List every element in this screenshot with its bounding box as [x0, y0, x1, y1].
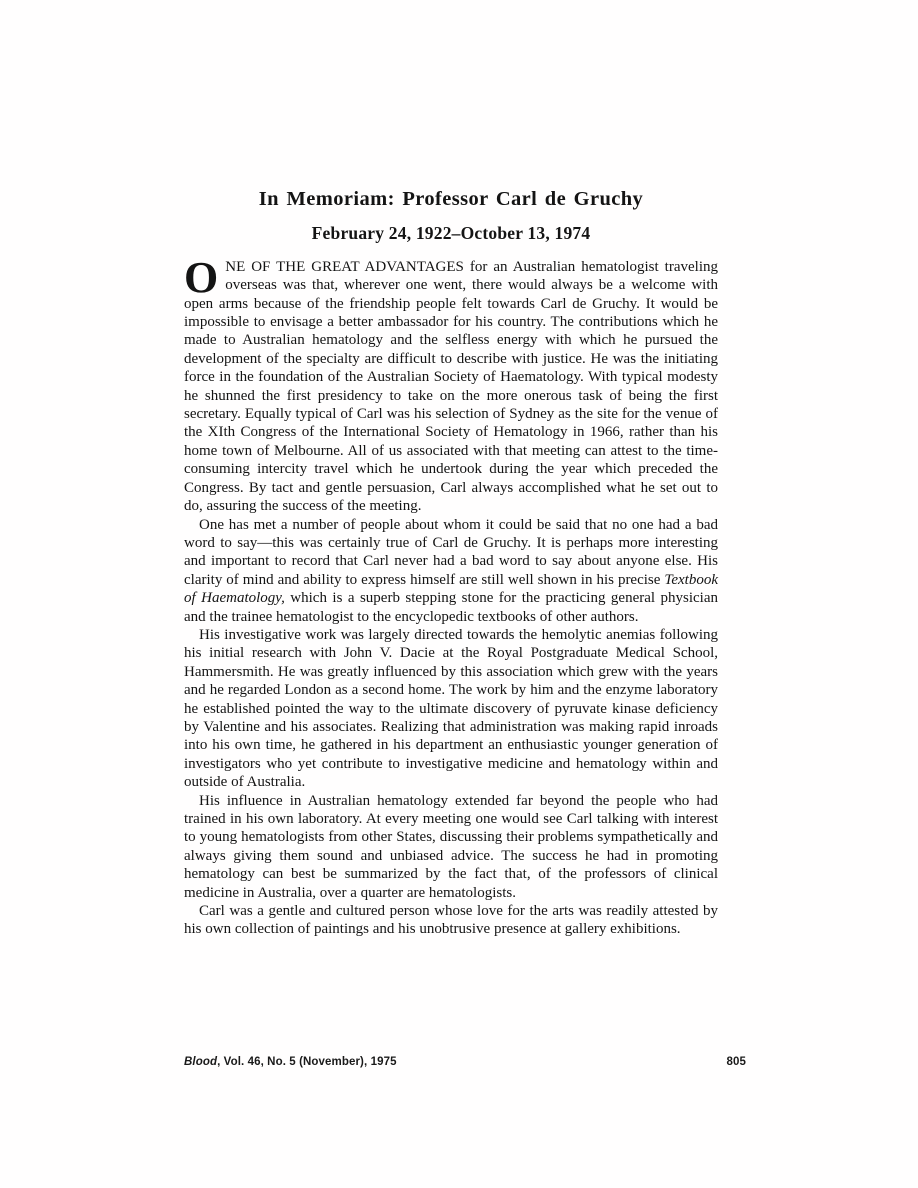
italic-text: Textbook of Haematology,	[184, 571, 718, 607]
page-number: 805	[726, 1056, 746, 1068]
text-run: Carl was a gentle and cultured person whose love for the arts was readily attested by his own collection of paintings and his unobtrusive presence at gallery exhibitions.	[184, 903, 718, 938]
paragraph	[184, 792, 718, 902]
article-body	[184, 252, 718, 939]
text-run: NE OF THE GREAT ADVANTAGES for an Australian hematologist traveling overseas was that, wherever one went, there would always be a welcome with open arms because of the friendship people felt towards Carl de Gruchy. It would be impossible to envisage a better ambassador for his country. The contributions which he made to Australian hematology and the selfless energy with which he pursued the development of the specialty are difficult to describe with justice. He was the initiating force in the foundation of the Australian Society of Haematology. With typical modesty he shunned the first presidency to take on the more onerous task of being the first secretary. Equally typical of Carl was his selection of Sydney as the site for the venue of the XIth Congress of the International Society of Hematology in 1966, rather than his home town of Melbourne. All of us associated with that meeting can attest to the time-consuming intercity travel which he undertook during the year which preceded the Congress. By tact and gentle persuasion, Carl always accomplished what he set out to do, assuring the success of the meeting.	[184, 258, 718, 515]
article-subtitle-dates: February 24, 1922–October 13, 1974	[311, 222, 591, 243]
page-footer	[184, 1056, 746, 1068]
drop-cap: O	[184, 252, 219, 302]
text-run: One has met a number of people about whom it could be said that no one had a bad word to say—this was certainly true of Carl de Gruchy. It is perhaps more interesting and important to record that Carl never had a bad word to say about anyone else. His clarity of mind and ability to express himself are still well shown in his precise	[184, 516, 718, 588]
paragraph	[184, 252, 718, 516]
journal-name: Blood	[184, 1056, 218, 1068]
article-content	[184, 188, 718, 939]
citation-text: , Vol. 46, No. 5 (November), 1975	[217, 1056, 397, 1068]
journal-citation	[184, 1056, 397, 1068]
paragraph	[184, 626, 718, 792]
article-title: In Memoriam: Professor Carl de Gruchy	[258, 188, 644, 210]
text-run: His influence in Australian hematology extended far beyond the people who had trained in his own laboratory. At every meeting one would see Carl talking with interest to young hematologists from other States, discussing their problems sympathetically and always giving them sound and unbiased advice. The success he had in promoting hematology can best be summarized by the fact that, of the professors of clinical medicine in Australia, over a quarter are hematologists.	[184, 792, 718, 901]
text-run: His investigative work was largely directed towards the hemolytic anemias following his initial research with John V. Dacie at the Royal Postgraduate Medical School, Hammersmith. He was greatly influenced by this association which grew with the years and he regarded London as a second home. The work by him and the enzyme laboratory he established pointed the way to the ultimate discovery of pyruvate kinase deficiency by Valentine and his associates. Realizing that administration was making rapid inroads into his own time, he gathered in his department an enthusiastic younger generation of investigators who yet contribute to investigative medicine and hematology within and outside of Australia.	[184, 626, 718, 791]
paragraph	[184, 516, 718, 626]
text-run: which is a superb stepping stone for the practicing general physician and the trainee hematologist to the encyclopedic textbooks of other authors.	[184, 590, 718, 625]
paragraph	[184, 902, 718, 939]
